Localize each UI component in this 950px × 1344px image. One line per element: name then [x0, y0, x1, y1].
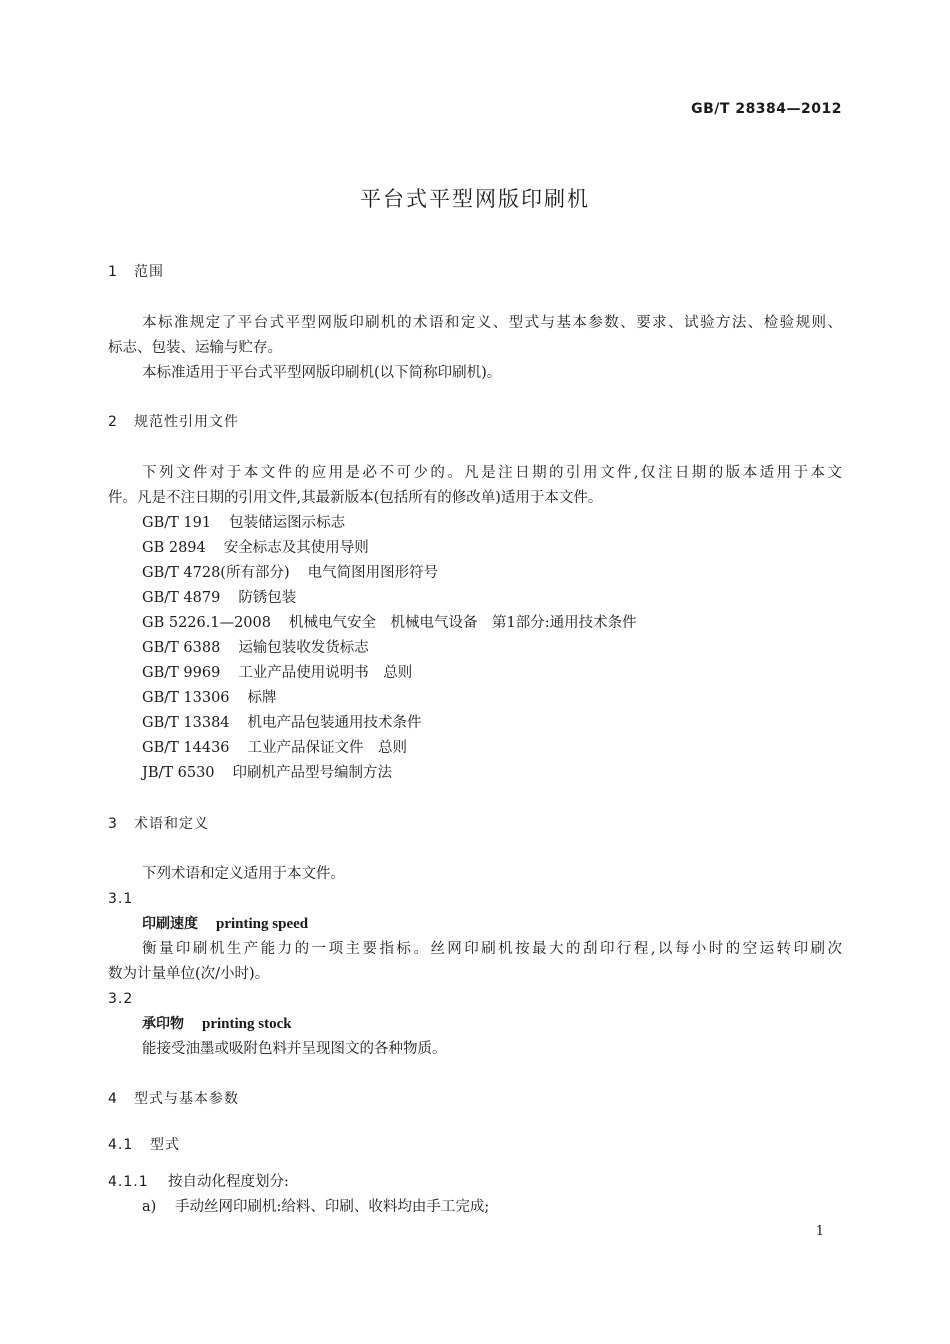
- list-text: 手动丝网印刷机:给料、印刷、收料均由手工完成;: [175, 1199, 490, 1215]
- paragraph-line: 本标准适用于平台式平型网版印刷机(以下简称印刷机)。: [142, 365, 502, 381]
- definition-line: 衡量印刷机生产能力的一项主要指标。丝网印刷机按最大的刮印行程,以每小时的空运转印刷次: [142, 941, 842, 957]
- term-number: 3.2: [108, 991, 134, 1007]
- reference-item: [142, 738, 407, 758]
- page-number: 1: [815, 1224, 824, 1239]
- reference-item: [142, 713, 422, 733]
- list-item-a: [142, 1197, 489, 1217]
- reference-title: 运输包装收发货标志: [238, 640, 369, 656]
- paragraph-line: 下列术语和定义适用于本文件。: [142, 866, 345, 882]
- reference-item: [142, 513, 345, 533]
- reference-item: [142, 563, 438, 583]
- list-label: a): [142, 1199, 157, 1215]
- reference-title: 机械电气安全 机械电气设备 第1部分:通用技术条件: [289, 615, 637, 631]
- reference-code: JB/T 6530: [142, 765, 215, 781]
- term-heading: [142, 1014, 292, 1034]
- document-title: 平台式平型网版印刷机: [360, 187, 590, 211]
- reference-code: GB/T 191: [142, 515, 212, 531]
- reference-title: 工业产品使用说明书 总则: [238, 665, 413, 681]
- subsection-title: 型式: [150, 1137, 180, 1153]
- reference-item: [142, 663, 412, 683]
- standard-code: GB/T 28384—2012: [691, 101, 842, 117]
- reference-code: GB/T 13306: [142, 690, 230, 706]
- section-title: 术语和定义: [134, 816, 209, 832]
- reference-item: [142, 538, 369, 558]
- section-number: 3: [108, 816, 118, 832]
- reference-title: 工业产品保证文件 总则: [247, 740, 408, 756]
- reference-code: GB/T 13384: [142, 715, 230, 731]
- definition-line: 能接受油墨或吸附色料并呈现图文的各种物质。: [142, 1041, 447, 1057]
- term-zh: 印刷速度: [142, 916, 198, 932]
- reference-code: GB 2894: [142, 540, 206, 556]
- section-4-heading: [108, 1089, 239, 1109]
- section-1-heading: [108, 262, 164, 282]
- reference-code: GB/T 6388: [142, 640, 221, 656]
- clause-number: 4.1.1: [108, 1174, 149, 1190]
- paragraph-line: 本标准规定了平台式平型网版印刷机的术语和定义、型式与基本参数、要求、试验方法、检验规则、: [142, 315, 842, 331]
- subsection-number: 4.1: [108, 1137, 134, 1153]
- reference-code: GB/T 9969: [142, 665, 221, 681]
- term-zh: 承印物: [142, 1016, 184, 1032]
- term-en: printing speed: [216, 916, 309, 932]
- paragraph-line: 件。凡是不注日期的引用文件,其最新版本(包括所有的修改单)适用于本文件。: [108, 490, 603, 506]
- reference-title: 防锈包装: [238, 590, 297, 606]
- reference-title: 标牌: [247, 690, 277, 706]
- reference-item: [142, 588, 296, 608]
- clause-text: 按自动化程度划分:: [168, 1174, 289, 1190]
- reference-item: [142, 688, 277, 708]
- reference-item: [142, 613, 637, 633]
- section-title: 型式与基本参数: [134, 1091, 239, 1107]
- reference-code: GB/T 4879: [142, 590, 221, 606]
- reference-title: 包装储运图示标志: [229, 515, 346, 531]
- reference-code: GB 5226.1—2008: [142, 615, 271, 631]
- paragraph-line: 标志、包装、运输与贮存。: [108, 340, 282, 356]
- definition-line: 数为计量单位(次/小时)。: [108, 966, 270, 982]
- subsection-4-1-heading: [108, 1135, 180, 1155]
- term-heading: [142, 914, 308, 934]
- section-number: 2: [108, 414, 118, 430]
- term-number: 3.1: [108, 891, 134, 907]
- reference-item: [142, 638, 369, 658]
- section-number: 4: [108, 1091, 118, 1107]
- term-en: printing stock: [202, 1016, 292, 1032]
- section-number: 1: [108, 264, 118, 280]
- reference-item: [142, 763, 392, 783]
- section-3-heading: [108, 814, 209, 834]
- section-title: 范围: [134, 264, 164, 280]
- reference-title: 机电产品包装通用技术条件: [247, 715, 422, 731]
- paragraph-line: 下列文件对于本文件的应用是必不可少的。凡是注日期的引用文件,仅注日期的版本适用于本文: [142, 465, 842, 481]
- reference-code: GB/T 14436: [142, 740, 230, 756]
- reference-title: 电气简图用图形符号: [307, 565, 439, 581]
- reference-code: GB/T 4728(所有部分): [142, 565, 290, 581]
- reference-title: 安全标志及其使用导则: [223, 540, 369, 556]
- clause-4-1-1: [108, 1172, 289, 1192]
- section-2-heading: [108, 412, 239, 432]
- reference-title: 印刷机产品型号编制方法: [232, 765, 393, 781]
- section-title: 规范性引用文件: [134, 414, 239, 430]
